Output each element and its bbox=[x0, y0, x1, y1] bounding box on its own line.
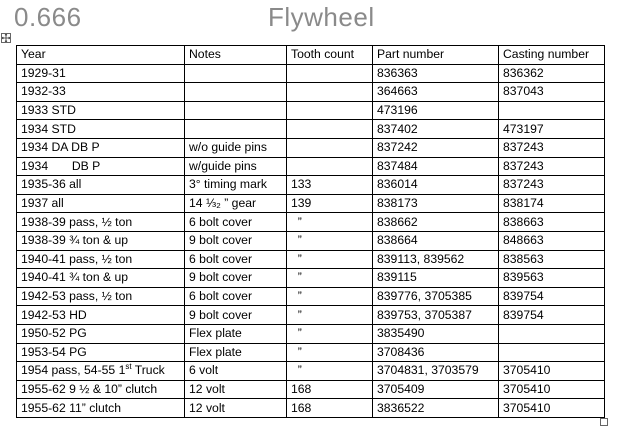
cell-tooth-count bbox=[287, 101, 373, 120]
cell-notes: 6 bolt cover bbox=[185, 213, 287, 232]
cell-casting-number: 839563 bbox=[499, 269, 605, 288]
cell-casting-number bbox=[499, 343, 605, 362]
cell-tooth-count: ” bbox=[287, 231, 373, 250]
cell-casting-number bbox=[499, 101, 605, 120]
cell-part-number: 839753, 3705387 bbox=[373, 306, 499, 325]
cell-year: 1938-39 pass, ½ ton bbox=[17, 213, 185, 232]
cell-year: 1934 DA DB P bbox=[17, 138, 185, 157]
cell-tooth-count: ” bbox=[287, 362, 373, 381]
cell-tooth-count: ” bbox=[287, 269, 373, 288]
cell-tooth-count bbox=[287, 64, 373, 83]
cell-notes: Flex plate bbox=[185, 343, 287, 362]
cell-notes: 12 volt bbox=[185, 399, 287, 418]
table-move-handle-icon[interactable] bbox=[1, 33, 11, 43]
cell-year: 1955-62 9 ½ & 10” clutch bbox=[17, 380, 185, 399]
table-row bbox=[17, 380, 605, 399]
cell-notes: 12 volt bbox=[185, 380, 287, 399]
cell-part-number: 3836522 bbox=[373, 399, 499, 418]
table-resize-handle[interactable] bbox=[600, 418, 608, 426]
cell-casting-number: 837043 bbox=[499, 83, 605, 102]
cell-tooth-count: ” bbox=[287, 213, 373, 232]
cell-tooth-count bbox=[287, 83, 373, 102]
table-row bbox=[17, 64, 605, 83]
cell-part-number: 838664 bbox=[373, 231, 499, 250]
document-code: 0.666 bbox=[14, 2, 82, 32]
cell-year: 1935-36 all bbox=[17, 176, 185, 195]
cell-year: 1940-41 pass, ½ ton bbox=[17, 250, 185, 269]
cell-part-number: 3704831, 3703579 bbox=[373, 362, 499, 381]
flywheel-parts-table bbox=[16, 45, 605, 418]
table-row bbox=[17, 343, 605, 362]
cell-notes: 6 bolt cover bbox=[185, 287, 287, 306]
cell-part-number: 3708436 bbox=[373, 343, 499, 362]
cell-part-number: 838662 bbox=[373, 213, 499, 232]
cell-part-number: 836363 bbox=[373, 64, 499, 83]
table-row bbox=[17, 138, 605, 157]
cell-notes: w/guide pins bbox=[185, 157, 287, 176]
table-row bbox=[17, 362, 605, 381]
cell-casting-number: 848663 bbox=[499, 231, 605, 250]
cell-tooth-count bbox=[287, 120, 373, 139]
table-row bbox=[17, 101, 605, 120]
cell-tooth-count: 133 bbox=[287, 176, 373, 195]
column-header-year: Year bbox=[17, 46, 185, 65]
cell-part-number: 838173 bbox=[373, 194, 499, 213]
cell-part-number: 837484 bbox=[373, 157, 499, 176]
cell-casting-number: 838663 bbox=[499, 213, 605, 232]
cell-year: 1934 DB P bbox=[17, 157, 185, 176]
cell-casting-number: 3705410 bbox=[499, 380, 605, 399]
cell-part-number: 839776, 3705385 bbox=[373, 287, 499, 306]
cell-tooth-count: ” bbox=[287, 306, 373, 325]
table-row bbox=[17, 287, 605, 306]
cell-notes: 6 bolt cover bbox=[185, 250, 287, 269]
cell-tooth-count: ” bbox=[287, 250, 373, 269]
table-row bbox=[17, 157, 605, 176]
table-row bbox=[17, 194, 605, 213]
table-row bbox=[17, 231, 605, 250]
cell-year: 1942-53 pass, ½ ton bbox=[17, 287, 185, 306]
cell-year: 1934 STD bbox=[17, 120, 185, 139]
cell-notes: w/o guide pins bbox=[185, 138, 287, 157]
table-row bbox=[17, 176, 605, 195]
table-row bbox=[17, 250, 605, 269]
cell-part-number: 3705409 bbox=[373, 380, 499, 399]
cell-part-number: 473196 bbox=[373, 101, 499, 120]
column-header-tooth-count: Tooth count bbox=[287, 46, 373, 65]
table-row bbox=[17, 83, 605, 102]
cell-year: 1950-52 PG bbox=[17, 324, 185, 343]
cell-part-number: 839113, 839562 bbox=[373, 250, 499, 269]
cell-casting-number: 473197 bbox=[499, 120, 605, 139]
cell-year: 1933 STD bbox=[17, 101, 185, 120]
cell-notes: 9 bolt cover bbox=[185, 269, 287, 288]
cell-tooth-count: ” bbox=[287, 343, 373, 362]
cell-casting-number: 837243 bbox=[499, 176, 605, 195]
cell-tooth-count: 168 bbox=[287, 399, 373, 418]
table-row bbox=[17, 269, 605, 288]
cell-notes bbox=[185, 101, 287, 120]
table-row bbox=[17, 399, 605, 418]
cell-year: 1942-53 HD bbox=[17, 306, 185, 325]
cell-casting-number: 838563 bbox=[499, 250, 605, 269]
table-body bbox=[17, 64, 605, 417]
cell-part-number: 364663 bbox=[373, 83, 499, 102]
cell-year: 1932-33 bbox=[17, 83, 185, 102]
cell-casting-number: 3705410 bbox=[499, 362, 605, 381]
cell-casting-number: 837243 bbox=[499, 157, 605, 176]
cell-notes: 9 bolt cover bbox=[185, 231, 287, 250]
cell-year: 1955-62 11” clutch bbox=[17, 399, 185, 418]
cell-notes bbox=[185, 120, 287, 139]
cell-casting-number: 3705410 bbox=[499, 399, 605, 418]
cell-casting-number: 837243 bbox=[499, 138, 605, 157]
column-header-casting-number: Casting number bbox=[499, 46, 605, 65]
cell-part-number: 837242 bbox=[373, 138, 499, 157]
cell-notes: Flex plate bbox=[185, 324, 287, 343]
cell-casting-number: 836362 bbox=[499, 64, 605, 83]
cell-tooth-count bbox=[287, 138, 373, 157]
cell-part-number: 837402 bbox=[373, 120, 499, 139]
table-row bbox=[17, 213, 605, 232]
column-header-part-number: Part number bbox=[373, 46, 499, 65]
cell-tooth-count: ” bbox=[287, 324, 373, 343]
cell-year: 1938-39 ¾ ton & up bbox=[17, 231, 185, 250]
cell-year: 1940-41 ¾ ton & up bbox=[17, 269, 185, 288]
table-row bbox=[17, 324, 605, 343]
cell-tooth-count: 139 bbox=[287, 194, 373, 213]
document-title: Flywheel bbox=[268, 2, 375, 32]
cell-year: 1937 all bbox=[17, 194, 185, 213]
cell-casting-number: 839754 bbox=[499, 306, 605, 325]
cell-part-number: 839115 bbox=[373, 269, 499, 288]
cell-notes: 9 bolt cover bbox=[185, 306, 287, 325]
cell-part-number: 836014 bbox=[373, 176, 499, 195]
cell-casting-number: 838174 bbox=[499, 194, 605, 213]
table-header-row bbox=[17, 46, 605, 65]
column-header-notes: Notes bbox=[185, 46, 287, 65]
cell-tooth-count: 168 bbox=[287, 380, 373, 399]
cell-year: 1954 pass, 54-55 1st Truck bbox=[17, 362, 185, 381]
cell-year: 1929-31 bbox=[17, 64, 185, 83]
cell-notes: 6 volt bbox=[185, 362, 287, 381]
cell-notes: 14 ⅓₂ ” gear bbox=[185, 194, 287, 213]
cell-notes bbox=[185, 64, 287, 83]
cell-notes: 3° timing mark bbox=[185, 176, 287, 195]
cell-part-number: 3835490 bbox=[373, 324, 499, 343]
cell-casting-number bbox=[499, 324, 605, 343]
cell-year: 1953-54 PG bbox=[17, 343, 185, 362]
table-row bbox=[17, 306, 605, 325]
cell-tooth-count bbox=[287, 157, 373, 176]
cell-casting-number: 839754 bbox=[499, 287, 605, 306]
cell-notes bbox=[185, 83, 287, 102]
cell-tooth-count: ” bbox=[287, 287, 373, 306]
table-row bbox=[17, 120, 605, 139]
